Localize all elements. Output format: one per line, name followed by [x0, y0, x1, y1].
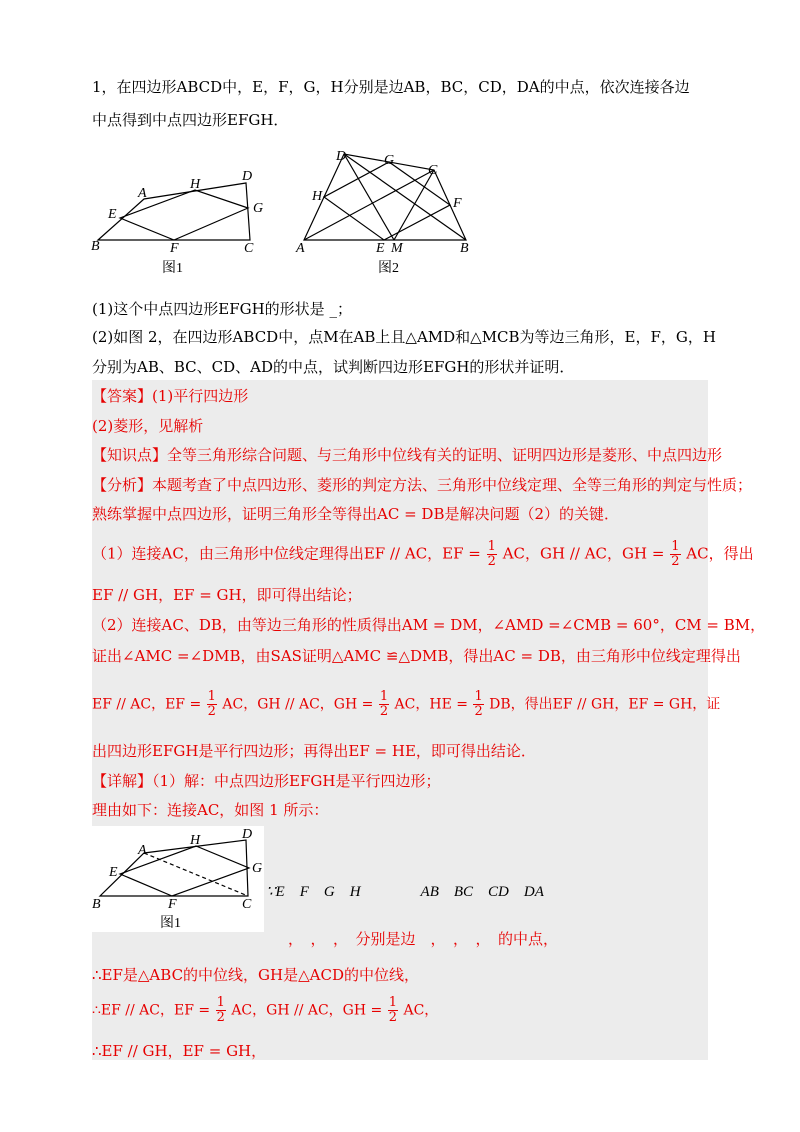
- svg-text:B: B: [92, 897, 101, 912]
- detail-line-1: 【详解】（1）解：中点四边形EFGH是平行四边形；: [92, 772, 441, 790]
- answer-figure-1: [92, 826, 264, 922]
- figure-2-caption: 图2: [378, 261, 399, 276]
- svg-text:E: E: [109, 865, 118, 880]
- fraction-half: [473, 690, 483, 719]
- svg-text:A: A: [138, 843, 147, 858]
- question-2-line-2: 分别为AB、BC、CD、AD的中点，试判断四边形EFGH的形状并证明．: [92, 358, 575, 376]
- figure-1-caption: 图1: [162, 261, 183, 276]
- analysis-step-2-line-2: 证出∠AMC =∠DMB，由SAS证明△AMC ≌△DMB，得出AC = DB，由三角形中位线定理得出: [92, 647, 741, 665]
- fraction-half: [670, 540, 680, 569]
- frac-num: 1: [671, 539, 680, 554]
- svg-text:D: D: [242, 827, 253, 842]
- detail-since-line-2: ， ， ， 分别是边 ， ， ， 的中点，: [288, 930, 559, 948]
- answer-line-1: 【答案】(1)平行四边形: [92, 387, 249, 405]
- answer-figure-box: [92, 826, 264, 932]
- frac-num: 1: [474, 689, 483, 704]
- frac-den: 2: [379, 704, 389, 719]
- fraction-half: [388, 996, 398, 1025]
- frac-den: 2: [388, 1010, 397, 1025]
- step2-a: EF // AC，EF =: [92, 696, 202, 713]
- frac-den: 2: [207, 704, 216, 719]
- svg-text:F: F: [170, 241, 179, 256]
- analysis-step-1-line-2: EF // GH，EF = GH，即可得出结论；: [92, 586, 362, 604]
- svg-text:E: E: [108, 207, 117, 222]
- step2-c: AC，HE =: [394, 696, 468, 713]
- svg-text:C: C: [242, 897, 252, 912]
- analysis-step-2-line-3: [92, 690, 720, 719]
- answer-figure-caption: 图1: [160, 916, 181, 931]
- question-2-line-1: (2)如图 2，在四边形ABCD中，点M在AB上且△AMD和△MCB为等边三角形，E，F，G，H: [92, 328, 716, 346]
- answer-line-2: (2)菱形，见解析: [92, 417, 204, 435]
- svg-text:B: B: [460, 241, 469, 256]
- svg-text:C: C: [244, 241, 254, 256]
- detail-line-4: [92, 996, 438, 1025]
- svg-text:A: A: [138, 186, 147, 201]
- detail4-a: ∴EF // AC，EF =: [92, 1002, 211, 1019]
- fraction-half: [207, 690, 217, 719]
- svg-text:H: H: [312, 189, 323, 204]
- svg-text:H: H: [190, 833, 201, 848]
- frac-num: 1: [487, 539, 496, 554]
- detail4-c: AC，: [403, 1002, 439, 1019]
- frac-den: 2: [487, 554, 496, 569]
- svg-text:E: E: [376, 241, 385, 256]
- frac-den: 2: [671, 554, 680, 569]
- svg-text:G: G: [384, 153, 395, 168]
- figure-2: [288, 142, 488, 257]
- fraction-half: [216, 996, 226, 1025]
- frac-num: 1: [207, 689, 216, 704]
- svg-text:G: G: [253, 201, 264, 216]
- step1-prefix: （1）连接AC，由三角形中位线定理得出EF // AC，EF =: [92, 544, 481, 563]
- step2-d: DB，得出EF // GH，EF = GH，证: [489, 696, 721, 713]
- problem-line-1: 1，在四边形ABCD中，E，F，G，H分别是边AB，BC，CD，DA的中点，依次连接各边: [92, 78, 690, 96]
- frac-num: 1: [216, 995, 225, 1010]
- detail-since-line: ∵E F G H AB BC CD DA: [266, 884, 544, 900]
- analysis-step-2-line-4: 出四边形EFGH是平行四边形；再得出EF = HE，即可得出结论．: [92, 742, 536, 760]
- svg-text:B: B: [91, 239, 100, 254]
- knowledge-points: 【知识点】全等三角形综合问题、与三角形中位线有关的证明、证明四边形是菱形、中点四边形: [92, 446, 723, 464]
- detail-line-5: ∴EF // GH，EF = GH，: [92, 1042, 267, 1060]
- detail-line-3: ∴EF是△ABC的中位线，GH是△ACD的中位线，: [92, 966, 419, 984]
- frac-num: 1: [388, 995, 397, 1010]
- analysis-line-2: 熟练掌握中点四边形，证明三角形全等得出AC = DB是解决问题（2）的关键．: [92, 505, 620, 523]
- frac-den: 2: [216, 1010, 225, 1025]
- detail4-b: AC，GH // AC，GH =: [231, 1002, 383, 1019]
- svg-text:F: F: [168, 897, 177, 912]
- svg-text:C: C: [428, 163, 438, 178]
- svg-text:D: D: [336, 149, 347, 164]
- svg-text:M: M: [391, 241, 403, 256]
- fraction-half: [379, 690, 389, 719]
- analysis-line-1: 【分析】本题考查了中点四边形、菱形的判定方法、三角形中位线定理、全等三角形的判定与性质；: [92, 476, 753, 494]
- step1-mid: AC，GH // AC，GH =: [502, 544, 665, 563]
- svg-text:A: A: [296, 241, 305, 256]
- svg-text:G: G: [252, 861, 263, 876]
- detail-line-2: 理由如下：连接AC，如图 1 所示：: [92, 801, 329, 819]
- fraction-half: [487, 540, 497, 569]
- svg-text:D: D: [242, 169, 253, 184]
- frac-den: 2: [474, 704, 483, 719]
- step1-suffix: AC，得出: [686, 544, 754, 563]
- step2-b: AC，GH // AC，GH =: [222, 696, 374, 713]
- svg-text:F: F: [453, 196, 462, 211]
- question-1: (1)这个中点四边形EFGH的形状是 _；: [92, 300, 352, 318]
- problem-line-2: 中点得到中点四边形EFGH．: [92, 111, 289, 129]
- frac-num: 1: [379, 689, 389, 704]
- analysis-step-2-line-1: （2）连接AC、DB，由等边三角形的性质得出AM = DM，∠AMD =∠CMB = 60°，CM = BM，: [92, 616, 766, 634]
- svg-text:H: H: [190, 177, 201, 192]
- analysis-step-1-line-1: [92, 540, 754, 569]
